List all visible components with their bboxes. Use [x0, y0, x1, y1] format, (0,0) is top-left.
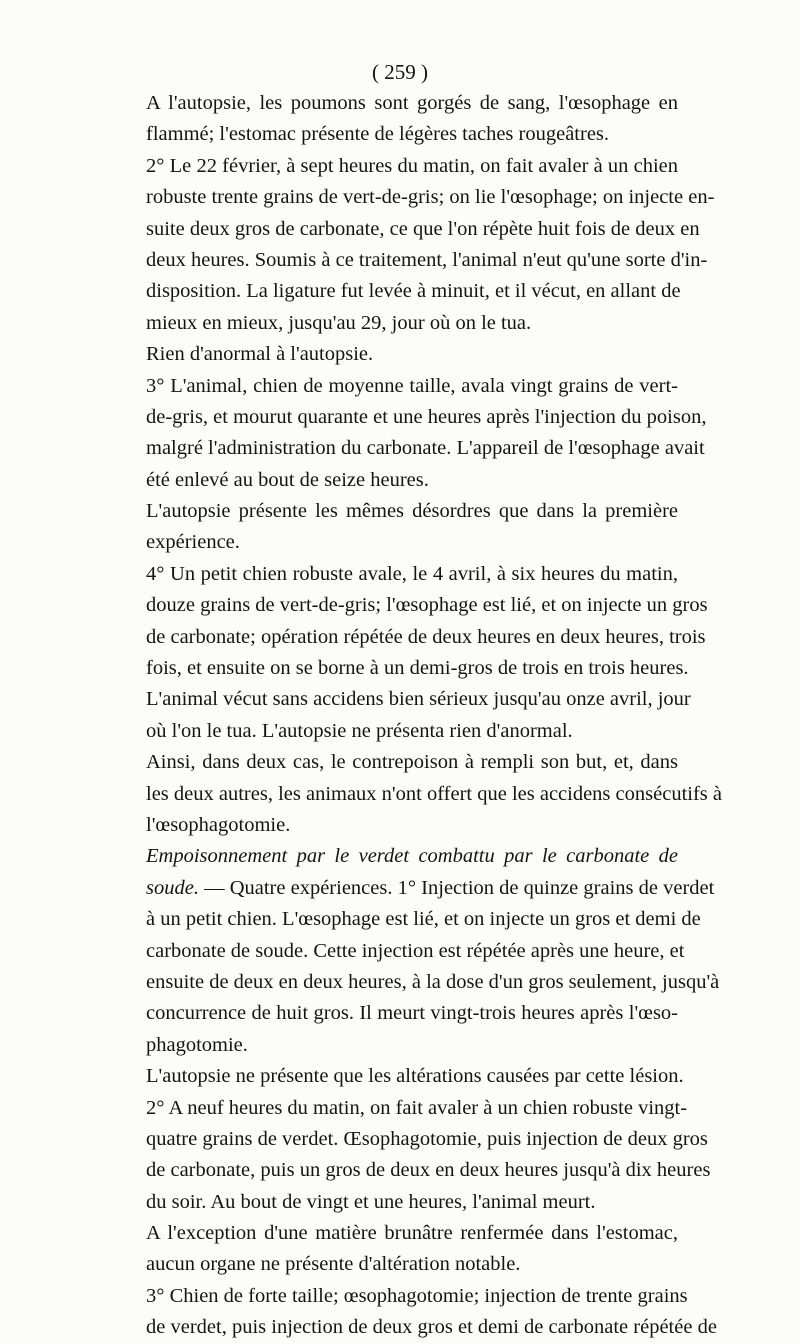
line-text: du soir. Au bout de vingt et une heures, l'animal meurt.: [146, 1190, 596, 1213]
text-line: [146, 88, 678, 119]
line-text: L'autopsie ne présente que les altérations causées par cette lésion.: [146, 1065, 684, 1088]
line-text: à un petit chien. L'œsophage est lié, et on injecte un gros et demi de: [146, 908, 701, 931]
line-text: L'autopsie présente les mêmes désordres que dans la première: [146, 500, 678, 523]
text-line: [146, 151, 678, 182]
line-text: ensuite de deux en deux heures, à la dose d'un gros seulement, jusqu'à: [146, 970, 720, 993]
text-line: [146, 1187, 678, 1218]
line-text: Ainsi, dans deux cas, le contrepoison à rempli son but, et, dans: [146, 751, 678, 774]
italic-heading: soude.: [146, 876, 199, 899]
text-line: [146, 779, 722, 810]
line-text: disposition. La ligature fut levée à minuit, et il vécut, en allant de: [146, 280, 681, 303]
text-line: [146, 339, 678, 370]
text-line: [146, 590, 708, 621]
text-line: [146, 622, 706, 653]
line-text: A l'exception d'une matière brunâtre renfermée dans l'estomac,: [146, 1222, 678, 1245]
text-line: [146, 402, 707, 433]
text-line: [146, 433, 705, 464]
line-text: de carbonate, puis un gros de deux en deux heures jusqu'à dix heures: [146, 1159, 711, 1182]
text-line: [146, 276, 681, 307]
line-text: expérience.: [146, 531, 240, 554]
text-line: [146, 1218, 678, 1249]
text-line: [146, 1281, 688, 1312]
text-line: [146, 1030, 678, 1061]
line-text: 2° Le 22 février, à sept heures du matin, on fait avaler à un chien: [146, 154, 678, 177]
body-text: [146, 88, 722, 1344]
text-line: [146, 1249, 678, 1280]
text-line: [146, 998, 678, 1029]
line-text: concurrence de huit gros. Il meurt vingt-trois heures après l'œso-: [146, 1002, 678, 1025]
text-line: [146, 119, 678, 150]
text-line: [146, 904, 701, 935]
text-line: [146, 1124, 708, 1155]
italic-heading: Empoisonnement par le verdet combattu par le carbonate de: [146, 845, 678, 868]
line-text: Rien d'anormal à l'autopsie.: [146, 343, 374, 366]
text-line: [146, 1155, 711, 1186]
text-line: [146, 371, 678, 402]
line-text: malgré l'administration du carbonate. L'appareil de l'œsophage avait: [146, 437, 705, 460]
line-text: où l'on le tua. L'autopsie ne présenta rien d'anormal.: [146, 719, 573, 742]
line-text: robuste trente grains de vert-de-gris; on lie l'œsophage; on injecte en-: [146, 186, 715, 209]
line-text: de verdet, puis injection de deux gros et demi de carbonate répétée de: [146, 1316, 717, 1339]
text-line: [146, 1093, 688, 1124]
text-line: [146, 810, 678, 841]
line-text: deux heures. Soumis à ce traitement, l'animal n'eut qu'une sorte d'in-: [146, 248, 708, 271]
line-text: — Quatre expériences. 1° Injection de quinze grains de verdet: [198, 876, 715, 899]
text-line: [146, 527, 678, 558]
line-text: quatre grains de verdet. Œsophagotomie, puis injection de deux gros: [146, 1127, 708, 1150]
line-text: phagotomie.: [146, 1033, 248, 1056]
text-line: [146, 245, 708, 276]
line-text: les deux autres, les animaux n'ont offert que les accidens consécutifs à: [146, 782, 722, 805]
line-text: douze grains de vert-de-gris; l'œsophage est lié, et on injecte un gros: [146, 594, 708, 617]
text-line: [146, 841, 678, 872]
line-text: 3° L'animal, chien de moyenne taille, avala vingt grains de vert-: [146, 374, 678, 397]
line-text: flammé; l'estomac présente de légères taches rougeâtres.: [146, 123, 610, 146]
line-text: aucun organe ne présente d'altération notable.: [146, 1253, 521, 1276]
line-text: été enlevé au bout de seize heures.: [146, 468, 429, 491]
text-line: [146, 967, 720, 998]
line-text: 2° A neuf heures du matin, on fait avaler à un chien robuste vingt-: [146, 1096, 688, 1119]
line-text: de-gris, et mourut quarante et une heures après l'injection du poison,: [146, 405, 707, 428]
text-line: [146, 936, 685, 967]
text-line: [146, 214, 700, 245]
line-text: 3° Chien de forte taille; œsophagotomie; injection de trente grains: [146, 1284, 688, 1307]
text-line: [146, 496, 678, 527]
text-line: [146, 465, 678, 496]
text-line: [146, 684, 691, 715]
line-text: A l'autopsie, les poumons sont gorgés de sang, l'œsophage en: [146, 92, 678, 114]
line-text: L'animal vécut sans accidens bien sérieux jusqu'au onze avril, jour: [146, 688, 691, 711]
text-line: [146, 747, 678, 778]
text-line: [146, 716, 678, 747]
text-line: [146, 873, 715, 904]
line-text: fois, et ensuite on se borne à un demi-gros de trois en trois heures.: [146, 657, 689, 680]
line-text: mieux en mieux, jusqu'au 29, jour où on le tua.: [146, 311, 532, 334]
line-text: suite deux gros de carbonate, ce que l'on répète huit fois de deux en: [146, 217, 700, 240]
line-text: 4° Un petit chien robuste avale, le 4 avril, à six heures du matin,: [146, 562, 678, 585]
text-line: [146, 653, 689, 684]
text-line: [146, 1061, 684, 1092]
line-text: l'œsophagotomie.: [146, 813, 291, 836]
text-line: [146, 182, 715, 213]
text-line: [146, 308, 678, 339]
text-line: [146, 559, 678, 590]
line-text: carbonate de soude. Cette injection est répétée après une heure, et: [146, 939, 685, 962]
page-number: ( 259 ): [372, 60, 428, 84]
line-text: de carbonate; opération répétée de deux heures en deux heures, trois: [146, 625, 706, 648]
text-line: [146, 1312, 717, 1343]
